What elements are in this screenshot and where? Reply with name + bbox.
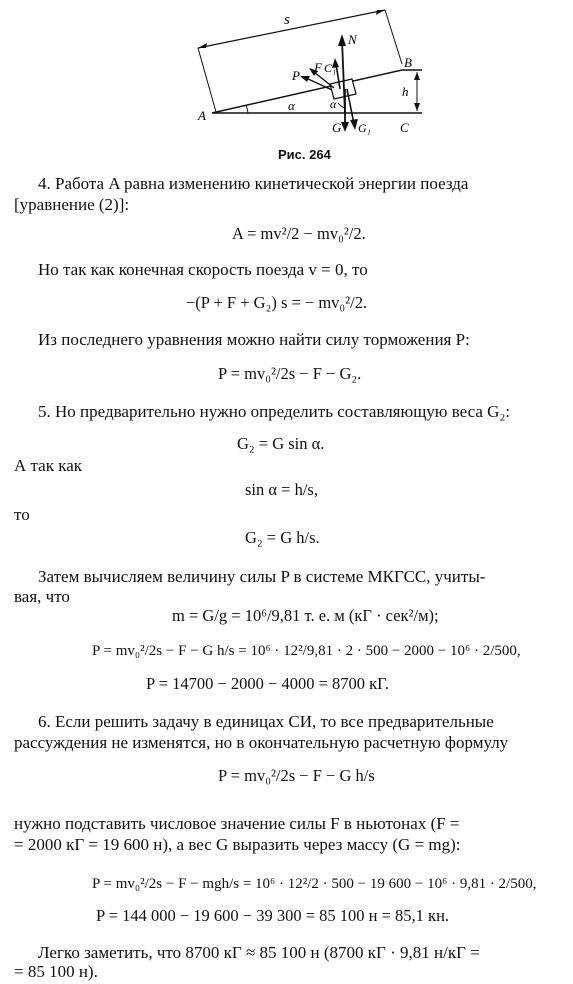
label-P: P (292, 68, 300, 83)
label-alpha-2: α (330, 97, 337, 111)
label-C1: C₁ (324, 61, 337, 75)
eq-p-si: P = mv₀²/2s − F − mgh/s = 10⁶ · 12²/2 · 500 − 19 600 − 10⁶ · 9,81 · 2/500, (92, 876, 537, 892)
eq-g2: G₂ = G sin α. (237, 434, 325, 453)
eq-p-result: P = 14700 − 2000 − 4000 = 8700 кГ. (146, 674, 389, 693)
easy-line1: Легко заметить, что 8700 кГ ≈ 85 100 н (8700 кГ · 9,81 н/кГ = (38, 943, 480, 962)
label-F: F (314, 60, 322, 75)
sub-line1: нужно подставить числовое значение силы F в ньютонах (F = (14, 814, 460, 833)
label-A: A (198, 108, 206, 123)
calc-line1: Затем вычисляем величину силы P в системе МКГСС, учиты- (38, 567, 486, 586)
label-B: B (404, 55, 412, 70)
easy-line2: = 85 100 н). (14, 962, 98, 981)
eq-work: A = mv²/2 − mv₀²/2. (232, 224, 366, 243)
label-alpha-1: α (288, 98, 295, 113)
label-G: G (332, 120, 342, 135)
eq-braking-force: P = mv₀²/2s − F − G₂. (218, 364, 362, 383)
label-h: h (402, 84, 409, 99)
p4-line1: 4. Работа A равна изменению кинетической энергии поезда (38, 174, 469, 193)
p6-line1: 6. Если решить задачу в единицах СИ, то все предварительные (38, 712, 494, 731)
eq-mass: m = G/g = 10⁶/9,81 т. е. м (кГ · сек²/м); (172, 606, 439, 625)
incline-diagram (190, 4, 440, 140)
calc-line2: вая, что (14, 587, 70, 606)
eq-formula-si: P = mv₀²/2s − F − G h/s (218, 766, 375, 785)
then-line: то (14, 505, 30, 524)
label-G1: G₁ (358, 121, 371, 135)
eq-p-si-result: P = 144 000 − 19 600 − 39 300 = 85 100 н = 85,1 кн. (96, 906, 450, 925)
label-N: N (348, 32, 357, 47)
eq-energy: −(P + F + G₂) s = − mv₀²/2. (186, 293, 368, 312)
eq-p-mkgss: P = mv₀²/2s − F − G h/s = 10⁶ · 12²/9,81 · 2 · 500 − 2000 − 10⁶ · 2/500, (92, 643, 521, 659)
label-s: s (284, 12, 290, 28)
sub-line2: = 2000 кГ = 19 600 н), а вес G выразить через массу (G = mg): (14, 835, 461, 854)
p6-line2: рассуждения не изменятся, но в окончательную расчетную формулу (14, 733, 509, 752)
figure-caption: Рис. 264 (278, 147, 331, 162)
p4-line2: [уравнение (2)]: (14, 195, 130, 214)
since-line: А так как (14, 456, 83, 475)
but-line: Но так как конечная скорость поезда v = 0, то (38, 260, 368, 279)
label-C: C (400, 120, 409, 135)
eq-g2-h: G₂ = G h/s. (245, 528, 320, 547)
from-line: Из последнего уравнения можно найти силу торможения P: (38, 330, 470, 349)
eq-sin: sin α = h/s, (245, 480, 318, 499)
p5-line: 5. Но предварительно нужно определить составляющую веса G₂: (38, 402, 511, 421)
